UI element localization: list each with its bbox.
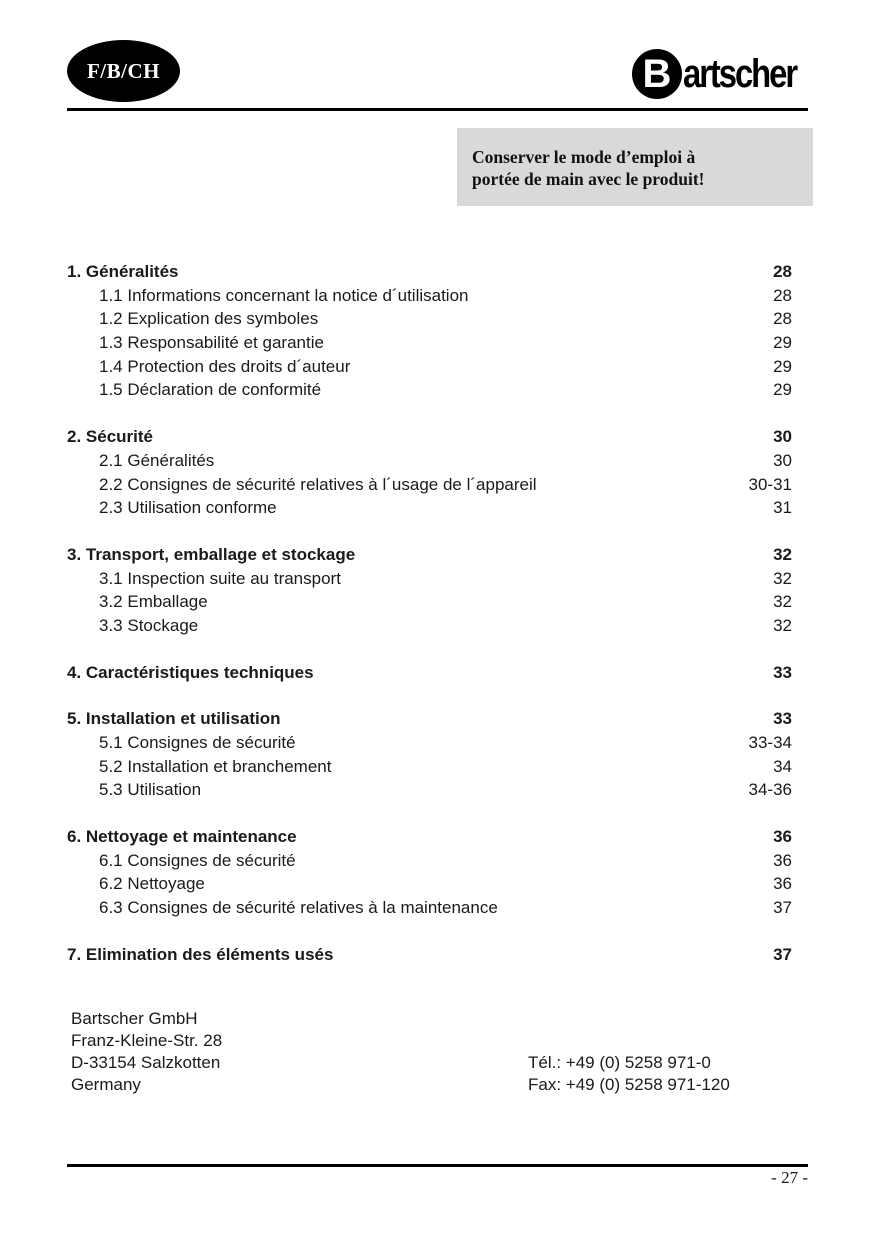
toc-chapter-title: 3. Transport, emballage et stockage: [67, 544, 356, 564]
toc-section: [67, 260, 792, 402]
toc-chapter-page: 36: [773, 827, 792, 847]
toc-subsection: [67, 496, 792, 520]
toc-subsection-title: 6.1 Consignes de sécurité: [99, 850, 296, 870]
toc-subsection-page: 28: [773, 285, 792, 305]
toc-subsection: [67, 731, 792, 755]
toc-subsection-title: 3.1 Inspection suite au transport: [99, 568, 341, 588]
toc-subsection: [67, 614, 792, 638]
toc-subsection-page: 28: [773, 309, 792, 329]
company-street: Franz-Kleine-Str. 28: [71, 1031, 223, 1050]
toc-subsection-page: 30: [773, 450, 792, 470]
toc-subsection-page: 34: [773, 756, 792, 776]
toc-subsection-title: 1.3 Responsabilité et garantie: [99, 333, 324, 353]
toc-subsection-page: 32: [773, 615, 792, 635]
toc-section: [67, 707, 792, 802]
toc-subsection-title: 1.4 Protection des droits d´auteur: [99, 356, 351, 376]
toc-subsection-title: 1.5 Déclaration de conformité: [99, 380, 322, 400]
toc-subsection-title: 1.1 Informations concernant la notice d´utilisation: [99, 285, 469, 305]
toc-chapter-page: 33: [773, 709, 792, 729]
toc-subsection-title: 2.1 Généralités: [99, 450, 215, 470]
header-divider: [67, 108, 808, 111]
toc-subsection-page: 32: [773, 592, 792, 612]
toc-section: [67, 661, 792, 685]
toc-chapter: [67, 425, 792, 449]
toc-chapter-page: 28: [773, 262, 792, 281]
toc-subsection: [67, 355, 792, 379]
toc-subsection-page: 31: [773, 498, 792, 518]
toc-subsection-page: 36: [773, 850, 792, 870]
toc-chapter: [67, 661, 792, 685]
toc-subsection: [67, 849, 792, 873]
toc-subsection-title: 5.1 Consignes de sécurité: [99, 733, 296, 752]
toc-subsection: [67, 331, 792, 355]
company-country: Germany: [71, 1075, 141, 1094]
toc-subsection-title: 3.2 Emballage: [99, 592, 208, 612]
toc-subsection-title: 3.3 Stockage: [99, 615, 199, 635]
page-number: - 27 -: [771, 1168, 808, 1187]
toc-subsection-page: 29: [773, 356, 792, 376]
toc-subsection-title: 1.2 Explication des symboles: [99, 309, 319, 329]
toc-subsection-title: 6.3 Consignes de sécurité relatives à la maintenance: [99, 898, 498, 918]
toc-chapter: [67, 707, 792, 731]
company-phone: Tél.: +49 (0) 5258 971-0: [528, 1053, 711, 1072]
toc-chapter-title: 2. Sécurité: [67, 427, 153, 447]
table-of-contents: [67, 260, 792, 990]
toc-chapter: [67, 260, 792, 284]
toc-subsection: [67, 778, 792, 802]
toc-section: [67, 825, 792, 920]
footer-divider: [67, 1164, 808, 1167]
toc-subsection-page: 29: [773, 333, 792, 353]
notice-line-1: Conserver le mode d’emploi à: [472, 147, 696, 167]
toc-chapter-page: 37: [773, 944, 792, 964]
toc-chapter-title: 1. Généralités: [67, 262, 179, 281]
toc-subsection-title: 5.2 Installation et branchement: [99, 756, 332, 776]
toc-subsection: [67, 567, 792, 591]
toc-subsection: [67, 755, 792, 779]
toc-subsection-title: 5.3 Utilisation: [99, 780, 202, 800]
notice-line-2: portée de main avec le produit!: [472, 169, 705, 189]
toc-section: [67, 943, 792, 967]
toc-subsection-title: 2.3 Utilisation conforme: [99, 498, 277, 518]
toc-chapter-title: 6. Nettoyage et maintenance: [67, 827, 297, 847]
toc-chapter-page: 33: [773, 662, 792, 682]
toc-subsection-page: 30-31: [748, 474, 792, 494]
logo-wordmark: artscher: [683, 51, 797, 96]
company-name: Bartscher GmbH: [71, 1009, 198, 1028]
company-address: [71, 1008, 222, 1096]
toc-subsection-page: 36: [773, 874, 792, 894]
toc-section: [67, 543, 792, 638]
toc-subsection-title: 2.2 Consignes de sécurité relatives à l´usage de l´appareil: [99, 474, 537, 494]
toc-chapter-title: 4. Caractéristiques techniques: [67, 662, 314, 682]
notice-box: [457, 128, 813, 206]
company-contact: [528, 1052, 730, 1096]
toc-subsection-page: 33-34: [748, 733, 792, 752]
toc-subsection-page: 34-36: [748, 780, 792, 800]
toc-subsection-page: 37: [773, 898, 792, 918]
toc-chapter: [67, 543, 792, 567]
toc-subsection: [67, 590, 792, 614]
company-city: D-33154 Salzkotten: [71, 1053, 221, 1072]
region-badge: [67, 40, 180, 102]
company-fax: Fax: +49 (0) 5258 971-120: [528, 1075, 730, 1094]
toc-subsection-page: 29: [773, 380, 792, 400]
region-badge-label: F/B/CH: [86, 58, 160, 83]
toc-subsection: [67, 284, 792, 308]
logo-initial: B: [632, 49, 682, 99]
toc-chapter-title: 7. Elimination des éléments usés: [67, 944, 334, 964]
toc-chapter: [67, 943, 792, 967]
toc-subsection: [67, 378, 792, 402]
toc-subsection: [67, 872, 792, 896]
toc-subsection: [67, 896, 792, 920]
toc-section: [67, 425, 792, 520]
toc-chapter-title: 5. Installation et utilisation: [67, 709, 281, 729]
toc-subsection: [67, 449, 792, 473]
toc-subsection-title: 6.2 Nettoyage: [99, 874, 205, 894]
bartscher-logo: [632, 46, 821, 102]
toc-subsection: [67, 473, 792, 497]
toc-chapter: [67, 825, 792, 849]
toc-subsection: [67, 307, 792, 331]
toc-chapter-page: 32: [773, 544, 792, 564]
toc-chapter-page: 30: [773, 427, 792, 447]
toc-subsection-page: 32: [773, 568, 792, 588]
